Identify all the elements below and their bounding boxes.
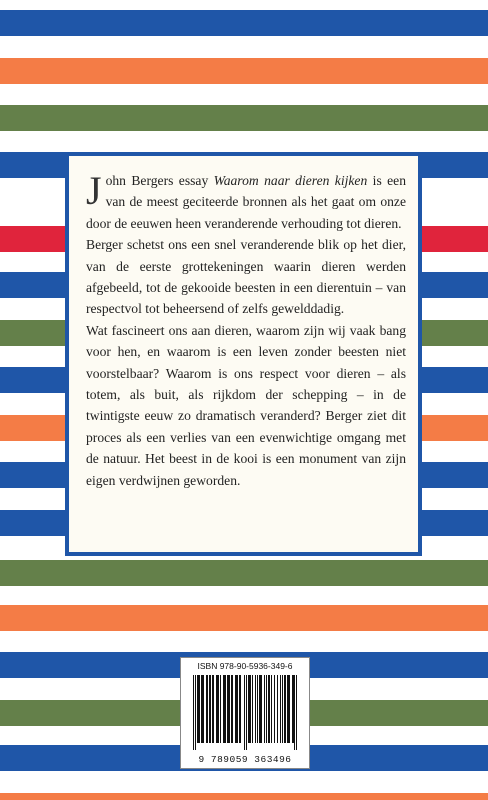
color-stripe [0, 58, 488, 84]
color-stripe [0, 793, 488, 800]
blurb-p1-end: is een van de meest geciteerde bronnen als het gaat om onze door de eeuwen heen veranderende verhouding tot dieren. [86, 173, 406, 231]
barcode-bar [280, 675, 281, 743]
barcode-bar [227, 675, 230, 743]
barcode-bar [244, 675, 245, 750]
color-stripe [0, 10, 488, 36]
barcode-icon [193, 675, 299, 750]
blurb-paragraph-2: Berger schetst ons een snel veranderende blik op het dier, van de eerste grottekeningen waarin dieren werden afgebeeld, tot de gekooide beesten in een dierentuin – van respectvol tot beheersend of zelfs gewelddadig. [86, 237, 406, 317]
blurb-paragraph-3: Wat fascineert ons aan dieren, waarom zijn wij vaak bang voor hen, en waarom is een leven zonder beesten niet voorstelbaar? Waarom is ons respect voor dieren – als totem, als buit, als rijkdom der schepping – in de twintigste eeuw zo dramatisch veranderd? Berger ziet dit proces als een verlies van een evenwichtige omgang met de natuur. Het beest in de kooi is een monument van zijn eigen verdwijnen geworden. [86, 322, 406, 488]
barcode-bar [209, 675, 211, 743]
ean-number: 9 789059 363496 [198, 754, 292, 765]
barcode-bar [239, 675, 241, 743]
barcode-bar [259, 675, 262, 743]
barcode-bar [248, 675, 251, 743]
barcode-bar [287, 675, 290, 743]
drop-cap: J [86, 168, 102, 213]
barcode-bar [284, 675, 286, 743]
barcode-label [180, 657, 310, 769]
barcode-bar [296, 675, 297, 750]
barcode-bar [264, 675, 265, 743]
barcode-bar [206, 675, 208, 743]
book-title-italic: Waarom naar dieren kijken [213, 173, 368, 188]
blurb-paragraph-1 [86, 170, 406, 234]
barcode-bar [255, 675, 256, 743]
blurb-panel [65, 152, 422, 556]
barcode-bar [274, 675, 275, 743]
barcode-bar [266, 675, 267, 743]
barcode-bar [268, 675, 270, 743]
barcode-bar [197, 675, 200, 743]
blurb-p1-start: ohn Bergers essay [105, 173, 214, 188]
barcode-bar [271, 675, 272, 743]
isbn-number: ISBN 978-90-5936-349-6 [197, 661, 293, 671]
barcode-bar [216, 675, 219, 743]
barcode-bar [220, 675, 221, 743]
barcode-bar [231, 675, 233, 743]
color-stripe [0, 560, 488, 586]
barcode-bar [201, 675, 204, 743]
barcode-bar [193, 675, 194, 750]
color-stripe [0, 105, 488, 131]
barcode-bar [277, 675, 278, 743]
barcode-bar [246, 675, 247, 750]
blurb-text-area [69, 156, 418, 552]
barcode-bar [212, 675, 214, 743]
barcode-bar [223, 675, 226, 743]
barcode-bar [294, 675, 295, 750]
color-stripe [0, 605, 488, 631]
barcode-bar [252, 675, 253, 743]
barcode-bar [195, 675, 196, 750]
barcode-bar [235, 675, 238, 743]
barcode-bar [282, 675, 283, 743]
barcode-bar [257, 675, 258, 743]
